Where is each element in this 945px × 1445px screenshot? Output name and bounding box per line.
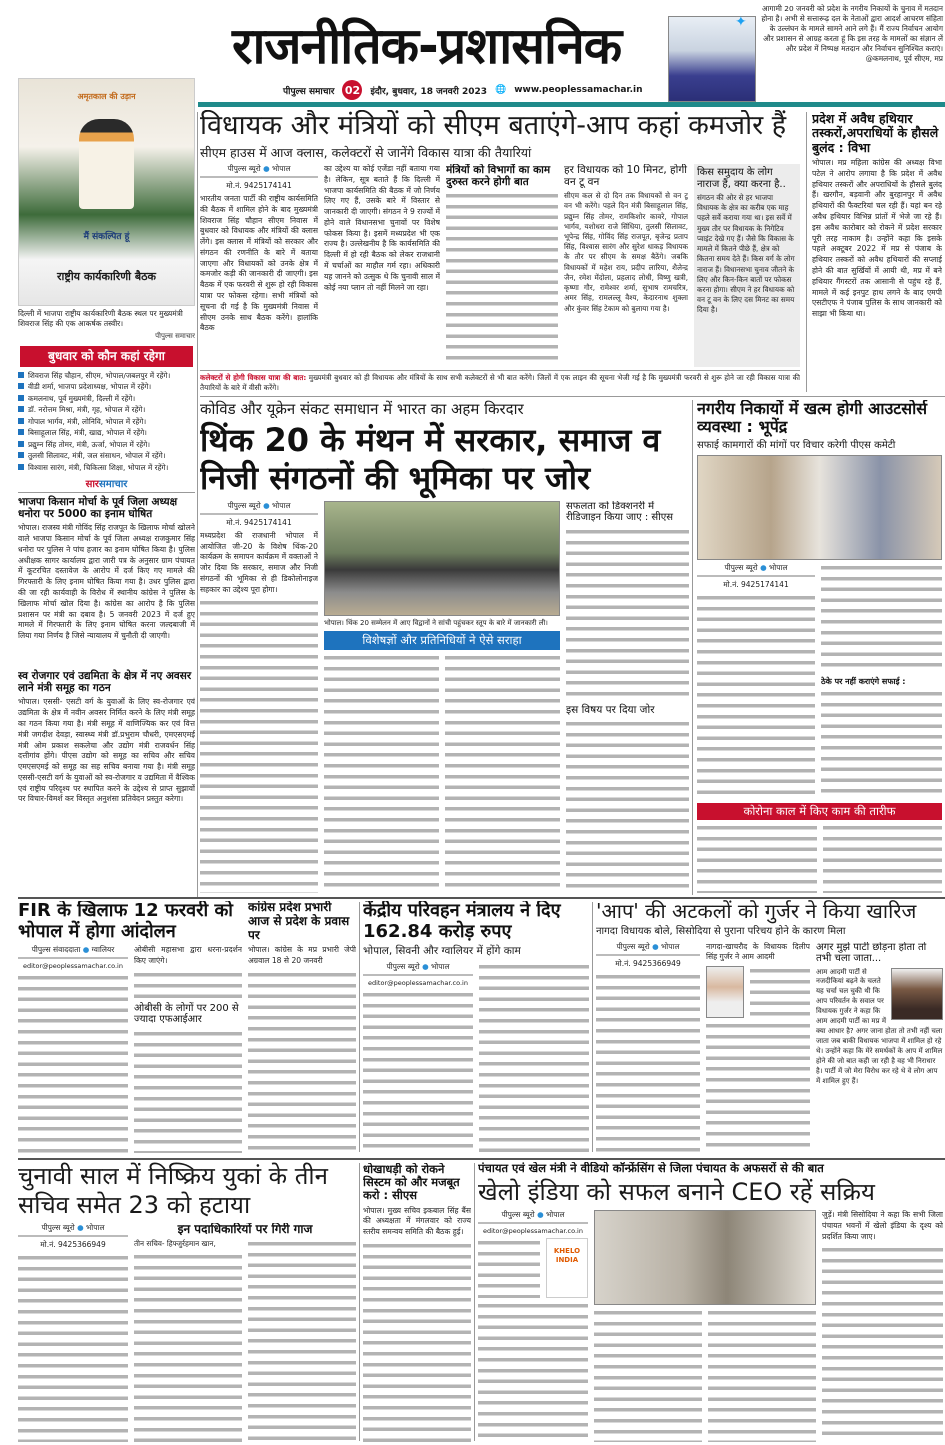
- dateline: इंदौर, बुधवार, 18 जनवरी 2023: [370, 86, 488, 97]
- schedule-item-text: विश्वास सारंग, मंत्री, चिकित्सा शिक्षा, भोपाल में रहेंगे।: [28, 462, 169, 472]
- schedule-item-text: डॉ. नरोत्तम मिश्रा, मंत्री, गृह, भोपाल में रहेंगे।: [28, 405, 146, 415]
- think20-sub1: सफलता को डिक्शनरी में रीडिजाइन किया जाए : सीएस: [566, 500, 674, 524]
- text-lines: [134, 1029, 242, 1153]
- square-bullet-icon: [18, 452, 24, 458]
- nagar-headline: नगरीय निकायों में खत्म होगी आउटसोर्स व्यवस्था : भूपेंद्र: [697, 400, 928, 437]
- khelo-india-logo: KHELO INDIA: [546, 1238, 588, 1298]
- column-rule: [474, 1163, 475, 1441]
- nagar-bottom-columns: [697, 823, 942, 893]
- person-figure: [79, 119, 134, 209]
- text-lines: [363, 1241, 471, 1442]
- lead-strip: [200, 370, 800, 393]
- yuka-sub: इन पदाधिकारियों पर गिरी गाज: [177, 1222, 313, 1236]
- lead-sub3: मंत्रियों को विभागों का काम दुरुस्त करने होगी बात: [446, 164, 551, 189]
- sisodia-photo: [706, 966, 744, 1018]
- nagar-columns: [697, 563, 942, 800]
- fir-col2: [134, 945, 242, 1153]
- text-lines: [248, 970, 356, 1153]
- side-body-text: आम आदमी पार्टी से नजदीकियां बढ़ने के चलते यह चर्चा चल चुकी थी कि आप परिवर्तन के सवाल पर विधायक गुर्जर ने कहा कि आम आदमी पार्टी का मप्र में क्या आधार है? अगर जाना होता तो तभी नहीं चला जाता जब बाकी विधायक भाजपा में शामिल हो रहे थे। उन्होंने कहा कि मेरे समर्थकों के आप में शामिल होने की जो बात कही जा रही है वह भी निराधार है। पार्टी में जो मेरा विरोध कर रहे थे वे लोग आप में शामिल हुए हैं।: [816, 967, 943, 1085]
- text-lines: [445, 653, 560, 893]
- square-bullet-icon: [18, 441, 24, 447]
- dateline-bar: [283, 80, 643, 100]
- aap-photo-row: [706, 966, 810, 1018]
- yuka-list-start: तीन सचिव- हिफ्जुर्रहमान खान,: [134, 1239, 216, 1249]
- lead-sub4: हर विधायक को 10 मिनट, होगी वन टू वन: [564, 164, 687, 189]
- dot-icon: ●: [263, 164, 270, 174]
- samachar-label: समाचार: [99, 479, 128, 491]
- tweet-author: @कमलनाथ, पूर्व सीएम, मप्र: [865, 53, 943, 63]
- sar-samachar-label: [18, 476, 195, 493]
- byline-text: पीपुल्स ब्यूरो: [616, 941, 650, 951]
- schedule-list: [18, 370, 195, 474]
- text-lines: [18, 973, 128, 1153]
- vibha-story: [812, 112, 942, 392]
- photo-caption: दिल्ली में भाजपा राष्ट्रीय कार्यकारिणी बैठक स्थल पर मुख्यमंत्री शिवराज सिंह की एक आकर्षक तस्वीर।: [18, 309, 183, 329]
- byline-place: भोपाल: [661, 941, 680, 951]
- think20-byline: [200, 501, 318, 515]
- dot-icon: ●: [652, 941, 659, 951]
- byline-place: भोपाल: [272, 500, 291, 510]
- text-lines: [478, 1238, 540, 1298]
- section-title: राजनीतिक-प्रशासनिक: [232, 17, 622, 75]
- byline-place: भोपाल: [769, 563, 788, 573]
- lead-col4-wrap: [564, 164, 688, 367]
- byline-text: पीपुल्स ब्यूरो: [41, 1222, 75, 1232]
- schedule-item-text: कमलनाथ, पूर्व मुख्यमंत्री, दिल्ली में रहेंगे।: [28, 393, 136, 403]
- think20-sub2: इस विषय पर दिया जोर: [566, 703, 655, 716]
- strip-lead: कलेक्टरों से होगी विकास यात्रा की बात:: [200, 372, 307, 382]
- text-lines: [134, 970, 242, 1000]
- news1-headline: भाजपा किसान मोर्चा के पूर्व जिला अध्यक्ष धनोरा पर 5000 का इनाम घोषित: [18, 496, 178, 521]
- khelo-body: जुड़ें। मंत्री सिसोदिया ने कहा कि सभी जिला पंचायत भवनों में खेलो इंडिया के दृश्य को प्रदर्शित किया जाए।: [822, 1210, 943, 1241]
- text-lines: [446, 191, 558, 366]
- survey-box: [694, 164, 800, 367]
- lead-col2: का उद्देश्य या कोई एजेंडा नहीं बताया गया है। लेकिन, सूत्र बताते हैं कि दिल्ली में भाजपा कार्यसमिति की बैठक में जो निर्णय लिए गए हैं, उसके बारे में विस्तार से जानकारी दी जाएगी। संगठन ने 9 राज्यों में होने वाले विधानसभा चुनावों पर विशेष फोकस किया है। इसमें मध्यप्रदेश भी एक राज्य है। उल्लेखनीय है कि कार्यसमिति की दिल्ली में हो रही बैठक को लेकर राजधानी में चर्चाओं का माहौल गर्म रहा। अधिकारी यह जानने को उत्सुक थे कि चुनावी साल में कोई नया प्लान तो नहीं मिलने जा रहा।: [324, 164, 440, 292]
- fir-body: ओबीसी महासभा द्वारा धरना-प्रदर्शन किए जाएंगे।: [134, 945, 242, 966]
- schedule-item-text: गोपाल भार्गव, मंत्री, लोनिवि, भोपाल में रहेंगे।: [28, 416, 147, 426]
- khelo-email: editor@peoplessamachar.co.in: [483, 1227, 583, 1236]
- lead-headline: विधायक और मंत्रियों को सीएम बताएंगे-आप कहां कमजोर हैं: [200, 110, 787, 141]
- congress-headline: कांग्रेस प्रदेश प्रभारी आज से प्रदेश के प्रवास पर: [248, 901, 350, 942]
- lead-col1-wrap: [200, 164, 318, 367]
- schedule-item: [18, 439, 195, 451]
- yuka-col1: [18, 1223, 128, 1442]
- transport-columns: [363, 962, 589, 1154]
- nagar-col1: [697, 563, 815, 800]
- news1-body: भोपाल। राजस्व मंत्री गोविंद सिंह राजपूत के खिलाफ मोर्चा खोलने वाले भाजपा किसान मोर्चा के पूर्व जिला अध्यक्ष राजकुमार सिंह धनोरा पर पुलिस ने पांच हजार का इनाम घोषित किया है। पुलिस अधीक्षक सागर कार्यालय द्वारा जारी पत्र के अनुसार ग्राम पंचायत में कूटरचित दस्तावेज के आरोप में दर्ज किए गए मामले की गिरफ्तारी के लिए इनाम घोषित किया गया है। उधर पुलिस द्वारा की जा रही कार्यवाही के विरोध में स्थानीय कांग्रेस ने पुलिस के खिलाफ मोर्चा खोल दिया है। कांग्रेस का आरोप है कि पुलिस प्रशासन पर मंत्री का दबाव है। 5 जनवरी 2023 में दर्ज हुए मामले में गिरफ्तारी के लिए इनाम घोषित करना जल्दबाजी में लिया गया निर्णय है जिसे न्यायालय में चुनौती दी जाएगी।: [18, 523, 195, 641]
- news2-body: भोपाल। एससी- एसटी वर्ग के युवाओं के लिए स्व-रोजगार एवं उद्यमिता के क्षेत्र में नवीन अवसर निर्मित करने के लिए मंत्री समूह का गठन किया गया है। मंत्री समूह में वाणिज्यिक कर एवं वित्त मंत्री जगदीश देवड़ा, स्वास्थ्य मंत्री डॉ.प्रभुराम चौधरी, एमएसएमई मंत्री ओम प्रकाश सकलेचा और उद्योग मंत्री राजवर्धन सिंह दत्तीगांव होंगे। पीएस उद्योग को समूह का सचिव और सचिव एमएसएमई को समूह का सह सचिव बनाया गया है। मंत्री समूह एससी-एसटी वर्ग के युवाओं को स्व-रोजगार व उद्यमिता में वैश्विक एवं राष्ट्रीय परिदृश्य पर स्थापित करने के उद्देश्य से प्राप्त सुझावों पर विचार-विमर्श कर विस्तृत अनुशंसा प्रतिवेदन प्रस्तुत करेगा।: [18, 697, 195, 804]
- think20-story: [200, 400, 689, 893]
- nagar-banner: कोरोना काल में किए काम की तारीफ: [697, 803, 942, 820]
- transport-email: editor@peoplessamachar.co.in: [368, 978, 468, 987]
- square-bullet-icon: [18, 464, 24, 470]
- transport-story: [363, 901, 589, 1153]
- schedule-item-text: तुलसी सिलावट, मंत्री, जल संसाधन, भोपाल में रहेंगे।: [28, 451, 166, 461]
- header-rule: [198, 102, 945, 107]
- aap-byline: [596, 942, 700, 956]
- aap-headline: 'आप' की अटकलों को गुर्जर ने किया खारिज: [596, 899, 917, 923]
- transport-subhead: भोपाल, सिवनी और ग्वालियर में होंगे काम: [363, 945, 521, 958]
- schedule-title: बुधवार को कौन कहां रहेगा: [20, 346, 193, 366]
- tweet-block: [758, 4, 943, 64]
- think20-col1-wrap: [200, 501, 318, 893]
- think20-right: [566, 501, 689, 893]
- photo-credit: पीपुल्स समाचार: [155, 332, 195, 341]
- column-rule: [359, 1163, 360, 1441]
- congress-body: भोपाल। कांग्रेस के मप्र प्रभारी जेपी अग्रवाल 18 से 20 जनवरी: [248, 945, 356, 966]
- transport-headline: केंद्रीय परिवहन मंत्रालय ने दिए 162.84 करोड़ रुपए: [363, 901, 561, 942]
- square-bullet-icon: [18, 418, 24, 424]
- text-lines: [324, 653, 439, 893]
- khelo-headline: खेलो इंडिया को सफल बनाने CEO रहें सक्रिय: [478, 1178, 875, 1207]
- text-lines: [750, 966, 810, 1018]
- khelo-byline: [478, 1210, 588, 1224]
- khelo-columns: [478, 1210, 943, 1442]
- lead-phone: मो.नं. 9425174141: [226, 181, 292, 191]
- column-rule: [359, 902, 360, 1152]
- page-number: 02: [342, 80, 362, 100]
- think20-col1: मध्यप्रदेश की राजधानी भोपाल में आयोजित जी-20 के विशेष थिंक-20 कार्यक्रम के समापन कार्यक्रम में वक्ताओं ने जोर दिया कि सरकार, समाज और निजी संगठनों की भूमिका से ही डिकोलोनाइज सहकार का उद्देश्य पूरा होगा।: [200, 530, 318, 594]
- sanchi-visit-photo: [324, 501, 560, 616]
- vibha-headline: प्रदेश में अवैध हथियार तस्करों,अपराधियों के हौसले बुलंद : विभा: [812, 112, 939, 155]
- shivraj-photo: [18, 78, 195, 306]
- column-rule: [692, 400, 693, 895]
- fir-story: [18, 901, 242, 1153]
- column-rule: [806, 112, 807, 392]
- square-bullet-icon: [18, 383, 24, 389]
- byline-place: ग्वालियर: [91, 945, 115, 955]
- photo-banner-bottom: राष्ट्रीय कार्यकारिणी बैठक: [57, 270, 156, 283]
- fir-columns: [18, 945, 242, 1153]
- transport-byline: [363, 962, 473, 976]
- byline-text: पीपुल्स ब्यूरो: [501, 1210, 535, 1220]
- news2-headline: स्व रोजगार एवं उद्यमिता के क्षेत्र में नए अवसर लाने मंत्री समूह का गठन: [18, 670, 192, 695]
- byline-place: भोपाल: [431, 961, 450, 971]
- aap-body: नागदा-खाचरौद के विधायक दिलीप सिंह गुर्जर ने आम आदमी: [706, 941, 810, 962]
- aap-phone: मो.नं. 9425366949: [615, 958, 681, 968]
- cs-body: भोपाल। मुख्य सचिव इकबाल सिंह बैंस की अध्यक्षता में मंगलवार को राज्य स्तरीय समन्वय समिति की बैठक हुई।: [363, 1205, 471, 1237]
- text-lines: [363, 990, 473, 1154]
- schedule-item: [18, 404, 195, 416]
- yuka-columns: [18, 1223, 356, 1442]
- schedule-item: [18, 370, 195, 382]
- byline-text: पीपुल्स संवाददाता: [31, 945, 81, 955]
- dot-icon: ●: [422, 961, 429, 971]
- schedule-item: [18, 393, 195, 405]
- dot-icon: ●: [537, 1210, 544, 1220]
- schedule-item-text: वीडी शर्मा, भाजपा प्रदेशाध्यक्ष, भोपाल में रहेंगे।: [28, 382, 152, 392]
- gurjar-photo: [891, 968, 943, 1020]
- yuka-list-columns: [134, 1239, 356, 1442]
- text-lines: [200, 598, 318, 893]
- lead-columns: [200, 164, 800, 367]
- think20-phone: मो.नं. 9425174141: [226, 517, 292, 527]
- dot-icon: ●: [263, 500, 270, 510]
- globe-icon: 🌐: [495, 85, 507, 95]
- text-lines: [823, 823, 943, 893]
- yuka-list-col1: [134, 1239, 242, 1442]
- byline-place: भोपाल: [86, 1222, 105, 1232]
- fir-headline: FIR के खिलाफ 12 फरवरी को भोपाल में होगा आंदोलन: [18, 901, 233, 942]
- video-conference-photo: [594, 1210, 816, 1305]
- nagar-story: [697, 400, 942, 893]
- square-bullet-icon: [18, 395, 24, 401]
- schedule-item: [18, 450, 195, 462]
- schedule-item-text: बिसाहूलाल सिंह, मंत्री, खाद्य, भोपाल में रहेंगे।: [28, 428, 147, 438]
- paper-name: पीपुल्स समाचार: [283, 86, 335, 97]
- lead-sub5: किस समुदाय के लोग नाराज हैं, क्या करना है..: [697, 167, 786, 190]
- lead-col4: सीएम कल से दो दिन तक विधायकों से वन टू वन भी करेंगे। पहले दिन मंत्री बिसाहूलाल सिंह, प्रद्युम्न सिंह तोमर, रामकिशोर कावरे, गोपाल भार्गव, यशोधरा राजे सिंधिया, तुलसी सिलावट, भूपेन्द्र सिंह, गोविंद सिंह राजपूत, बृजेन्द्र प्रताप सिंह, विश्वास सारंग और सुरेश धाकड़ विधायक के तौर पर सीएम के समक्ष बैठेंगे। जबकि विधायकों में महेश राय, प्रदीप लारिया, शैलेन्द्र जैन, रमेश मेंदोला, प्रहलाद लोधी, विष्णु खत्री, कृष्णा गौर, रामेश्वर शर्मा, सुभाष रामचरित्र, अमर सिंह, रामलल्लू वैश्य, केदारनाथ शुक्ला और कुंवर सिंह टेकाम को बुलाया गया है।: [564, 191, 688, 313]
- sar-label: सार: [85, 479, 100, 491]
- khelo-col1: [478, 1210, 588, 1442]
- dot-icon: ●: [82, 945, 90, 955]
- aap-columns: [596, 942, 943, 1154]
- khelo-story: [478, 1162, 943, 1442]
- divider: [200, 396, 945, 397]
- text-lines: [248, 1239, 356, 1442]
- twitter-icon: ✦: [735, 14, 747, 30]
- aap-col2: [706, 942, 810, 1154]
- lead-col5: संगठन की ओर से हर भाजपा विधायक के क्षेत्र का करीब एक माह पहले सर्वे कराया गया था। इस सर्वे में मुख्य तौर पर विधायक के निगेटिव प्वाइंट देखे गए हैं। जैसे कि विकास के मामले में कितने पीछे हैं, क्षेत्र को कितना समय देते हैं। किस वर्ग के लोग नाराज हैं। विधानसभा चुनाव जीतने के लिए और किन-किन बातों पर फोकस करना होगा। सीएम ने हर विधायक को वन टू वन के लिए दस मिनट का समय दिया है।: [697, 193, 795, 315]
- strip-text: मुख्यमंत्री बुधवार को ही विधायक और मंत्रियों के साथ सभी कलेक्टरों से भी बात करेंगे। जिलों में एक लाइन की सूचना भेजी गई है कि मुख्यमंत्री फरवरी से शुरू होने जा रही विकास यात्रा की तैयारियों के बारे में वीसी करेंगे।: [200, 372, 800, 392]
- cs-story: [363, 1163, 471, 1442]
- nagar-subhead: सफाई कामगारों की मांगों पर विचार करेगी पीएस कमेटी: [697, 439, 896, 451]
- khelo-logo-row: [478, 1238, 588, 1298]
- schedule-item: [18, 381, 195, 393]
- lead-subhead: सीएम हाउस में आज क्लास, कलेक्टरों से जानेंगे विकास यात्रा की तैयारियां: [200, 145, 532, 161]
- photo-banner-mid: मैं संकल्पित हूं: [83, 232, 130, 242]
- schedule-item: [18, 462, 195, 474]
- byline-text: पीपुल्स ब्यूरो: [227, 500, 261, 510]
- vibha-body: भोपाल। मप्र महिला कांग्रेस की अध्यक्ष विभा पटेल ने आरोप लगाया है कि प्रदेश में अवैध हथियार तस्करों और अपराधियों के हौसले बुलंद हैं। खरगौन, बड़वानी और बुरहानपुर में अवैध हथियारों की फैक्टरियां चल रही हैं। यहां बन रहे अवैध हथियार विभिन्न प्रांतों में भेजे जा रहे हैं। इस अवैध कारोबार को रोकने में प्रदेश सरकार पूरी तरह नाकाम है। उन्होंने कहा कि इसके पहले अक्टूबर 2022 में मप्र से पंजाब के हथियार तस्करों को अवैध हथियारों की सप्लाई होने की बात सुर्खियों में आयी थी, मप्र में बने हथियार गैंगस्टरों तक आसानी से पहुंच रहे हैं, मामले में कई इनपुट हाथ लगने के बाद एमपी एसटीएफ ने पंजाब पुलिस के साथ जानकारी को साझा भी किया था।: [812, 158, 942, 319]
- nagar-phone: मो.नं. 9425174141: [723, 580, 789, 590]
- byline-text: पीपुल्स ब्यूरो: [386, 961, 420, 971]
- khelo-col3: [822, 1210, 943, 1442]
- text-lines: [697, 823, 817, 893]
- square-bullet-icon: [18, 372, 24, 378]
- yuka-headline: चुनावी साल में निष्क्रिय युकां के तीन सचिव समेत 23 को हटाया: [18, 1162, 328, 1219]
- left-column: [18, 78, 195, 894]
- text-lines: [821, 563, 942, 674]
- byline-place: भोपाल: [546, 1210, 565, 1220]
- dot-icon: ●: [77, 1222, 84, 1232]
- fir-email: editor@peoplessamachar.co.in: [23, 962, 123, 971]
- meeting-photo: [697, 455, 942, 560]
- text-lines: [594, 1308, 702, 1442]
- yuka-story: [18, 1162, 356, 1442]
- khelo-mid: [594, 1210, 816, 1442]
- tweet-quote: आगामी 20 जनवरी को प्रदेश के नगरीय निकायों के चुनाव में मतदान होना है। अभी से सत्तारूढ़ दल के नेताओं द्वारा आदर्श आचरण संहिता के उल्लंघन के मामले सामने आने लगे हैं। मैं राज्य निर्वाचन आयोग और प्रशासन से आग्रह करता हूं कि इस तरह के मामलों का संज्ञान लें और प्रदेश में निष्पक्ष मतदान और निर्वाचन सुनिश्चित कराएं।: [761, 4, 943, 53]
- think20-banner: विशेषज्ञों और प्रतिनिधियों ने ऐसे सराहा: [324, 631, 560, 650]
- cs-headline: धोखाधड़ी को रोकने सिस्टम को और मजबूत करो : सीएस: [363, 1163, 460, 1203]
- column-rule: [197, 112, 198, 897]
- think20-headline: थिंक 20 के मंथन में सरकार, समाज व निजी संगठनों की भूमिका पर जोर: [200, 421, 661, 498]
- aap-col1: [596, 942, 700, 1154]
- text-lines: [821, 689, 942, 800]
- yuka-byline: [18, 1223, 128, 1237]
- yuka-phone: मो.नं. 9425366949: [40, 1239, 106, 1249]
- text-lines: [566, 719, 689, 893]
- dot-icon: ●: [760, 563, 767, 573]
- aap-side: [816, 942, 943, 1154]
- nagar-sub: ठेके पर नहीं कराएंगे सफाई :: [821, 677, 906, 687]
- column-rule: [592, 902, 593, 1152]
- text-lines: [822, 1245, 943, 1442]
- text-lines: [566, 527, 689, 701]
- fir-sub: ओबीसी के लोगों पर 200 से ज्यादा एफआईआर: [134, 1002, 239, 1026]
- text-lines: [697, 593, 815, 800]
- byline-text: पीपुल्स ब्यूरो: [227, 164, 261, 174]
- lead-story: [200, 110, 800, 393]
- schedule-item-text: शिवराज सिंह चौहान, सीएम, भोपाल/जबलपुर में रहेंगे।: [28, 370, 171, 380]
- nagar-col2: [821, 563, 942, 800]
- lead-col3-wrap: [446, 164, 558, 367]
- aap-subhead: नागदा विधायक बोले, सिसोदिया से पुराना परिचय होने के कारण मिला: [596, 926, 846, 937]
- aap-story: [596, 899, 943, 1153]
- text-lines: [479, 962, 589, 1154]
- text-lines: [18, 1253, 128, 1442]
- text-lines: [708, 1308, 816, 1442]
- lead-col1: भारतीय जनता पार्टी की राष्ट्रीय कार्यसमिति की बैठक में शामिल होने के बाद मुख्यमंत्री शिवराज सिंह चौहान सीएम निवास में बुधवार को विधायक और मंत्रियों की क्लास लेंगे। इस क्लास में मंत्रियों को सरकार और संगठन की रणनीति के बारे में बताया जाएगा और विधायकों को उनके क्षेत्र में कमजोर कड़ी की जानकारी दी जाएगी। इस बैठक में एक फरवरी से शुरू हो रही विकास यात्रा पर फोकस रहेगा। सभी मंत्रियों को सूचना दी गई है कि मुख्यमंत्री निवास में सीएम उनके साथ बैठक करेंगे। हालांकि बैठक: [200, 194, 318, 333]
- text-lines: [478, 1301, 588, 1442]
- think20-mid-columns: [324, 653, 560, 893]
- yuka-list: [134, 1223, 356, 1442]
- byline-text: पीपुल्स ब्यूरो: [724, 563, 758, 573]
- square-bullet-icon: [18, 406, 24, 412]
- transport-col1: [363, 962, 473, 1154]
- congress-story: [248, 901, 356, 1153]
- aap-side-headline: अगर मुझे पार्टी छोड़ना होता तो तभी चला जाता...: [816, 941, 927, 964]
- photo-banner-top: अमृतकाल की उड़ान: [77, 92, 136, 101]
- nagar-byline: [697, 563, 815, 577]
- fir-col1: [18, 945, 128, 1153]
- think20-mid: [324, 501, 560, 893]
- square-bullet-icon: [18, 429, 24, 435]
- schedule-item: [18, 427, 195, 439]
- website-link[interactable]: www.peoplessamachar.in: [514, 85, 643, 95]
- text-lines: [706, 1021, 810, 1153]
- think20-photo-caption: भोपाल। थिंक 20 सम्मेलन में आए विद्वानों ने सांची पहुंचकर स्तूप के बारे में जानकारी ली।: [324, 618, 548, 627]
- khelo-mid-columns: [594, 1308, 816, 1442]
- think20-kicker: कोविड और यूक्रेन संकट समाधान में भारत का अहम किरदार: [200, 400, 524, 418]
- text-lines: [134, 1252, 242, 1442]
- schedule-item: [18, 416, 195, 428]
- schedule-item-text: प्रद्युम्न सिंह तोमर, मंत्री, ऊर्जा, भोपाल में रहेंगे।: [28, 439, 150, 449]
- lead-byline: [200, 164, 318, 178]
- think20-columns: [200, 501, 689, 893]
- aap-side-body: [816, 968, 943, 1154]
- text-lines: [596, 972, 700, 1154]
- byline-place: भोपाल: [272, 164, 291, 174]
- fir-byline: [18, 945, 128, 959]
- khelo-kicker: पंचायत एवं खेल मंत्री ने वीडियो कॉन्फ्रेंसिंग से जिला पंचायत के अफसरों से की बात: [478, 1162, 824, 1175]
- divider: [18, 1158, 945, 1160]
